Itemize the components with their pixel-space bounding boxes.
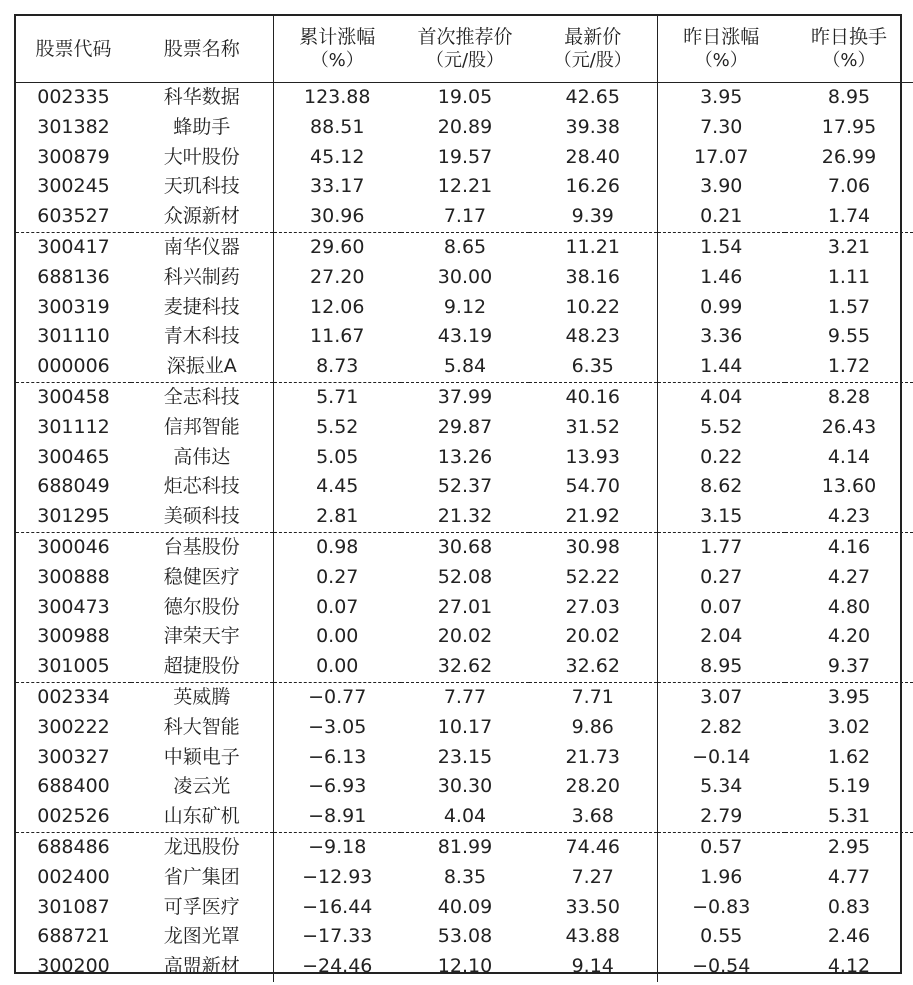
cell-stock-code: 002335	[37, 86, 110, 108]
cell-cumulative-gain: 8.73	[273, 352, 401, 382]
cell-cumulative-gain: 0.98	[273, 532, 401, 562]
cell-cumulative-gain: 29.60	[273, 232, 401, 262]
cell-yesterday-gain: −0.14	[657, 743, 785, 773]
table-row	[16, 263, 913, 293]
cell-yesterday-turnover: 4.77	[827, 865, 871, 888]
cell-first-recommend-price: 53.08	[437, 925, 493, 948]
cell-latest-price: 74.46	[565, 835, 620, 858]
cell-stock-code: 688136	[37, 265, 110, 288]
cell-stock-name: 超捷股份	[131, 652, 273, 682]
cell-stock-name: 台基股份	[163, 535, 240, 558]
cell-yesterday-turnover: 4.27	[827, 565, 871, 588]
cell-stock-name: 美硕科技	[131, 502, 273, 532]
cell-latest-price: 7.71	[571, 685, 614, 708]
cell-yesterday-gain: 5.34	[657, 772, 785, 802]
header-label: 首次推荐价	[417, 26, 513, 48]
table-row	[16, 443, 913, 473]
cell-cumulative-gain: 0.07	[273, 593, 401, 623]
table-row	[16, 382, 913, 412]
table-header	[16, 16, 913, 83]
cell-stock-code: 300245	[37, 175, 110, 198]
cell-first-recommend-price: 8.35	[443, 865, 487, 888]
cell-yesterday-gain: 1.77	[657, 532, 785, 562]
cell-yesterday-gain: 17.07	[657, 143, 785, 173]
cell-latest-price: 21.92	[529, 502, 657, 532]
cell-first-recommend-price: 37.99	[437, 385, 493, 408]
cell-yesterday-gain: 0.21	[657, 202, 785, 232]
cell-cumulative-gain: 45.12	[273, 143, 401, 173]
table-row	[16, 682, 913, 712]
header-row	[16, 16, 913, 83]
cell-latest-price: 6.35	[529, 352, 657, 382]
table-row	[16, 713, 913, 743]
cell-yesterday-gain: −0.83	[657, 893, 785, 923]
header-cumulative-gain	[273, 16, 401, 83]
cell-stock-name: 炬芯科技	[163, 475, 240, 498]
cell-cumulative-gain: −17.33	[273, 922, 401, 952]
header-yesterday-gain	[657, 16, 785, 83]
cell-yesterday-gain: 0.27	[657, 563, 785, 593]
cell-stock-code: 300888	[37, 565, 110, 588]
cell-latest-price: 16.26	[565, 175, 620, 198]
table-row	[16, 802, 913, 832]
cell-first-recommend-price: 19.57	[437, 145, 493, 168]
cell-yesterday-gain: 1.96	[657, 863, 785, 893]
cell-stock-code: 301005	[16, 652, 131, 682]
cell-yesterday-turnover: 9.55	[827, 325, 871, 348]
table-row	[16, 322, 913, 352]
table-row	[16, 502, 913, 532]
cell-cumulative-gain: 5.05	[273, 443, 401, 473]
cell-first-recommend-price: 7.17	[401, 202, 529, 232]
table-row	[16, 172, 913, 202]
cell-cumulative-gain: −12.93	[273, 863, 401, 893]
cell-yesterday-gain: −0.54	[657, 952, 785, 982]
cell-stock-name: 大叶股份	[163, 145, 240, 168]
cell-stock-name: 高盟新材	[163, 955, 240, 978]
cell-latest-price: 3.68	[529, 802, 657, 832]
cell-yesterday-turnover: 1.74	[785, 202, 913, 232]
cell-first-recommend-price: 12.21	[437, 175, 493, 198]
cell-stock-code: 688486	[37, 835, 110, 858]
cell-first-recommend-price: 13.26	[437, 445, 493, 468]
cell-stock-name: 龙迅股份	[163, 835, 240, 858]
cell-yesterday-gain: 4.04	[657, 382, 785, 412]
cell-yesterday-turnover: 4.16	[827, 535, 871, 558]
table-row	[16, 293, 913, 323]
header-label: 最新价	[564, 26, 622, 48]
table-row	[16, 113, 913, 143]
cell-yesterday-gain: 3.15	[657, 502, 785, 532]
cell-yesterday-gain: 2.82	[657, 713, 785, 743]
cell-first-recommend-price: 52.37	[437, 475, 493, 498]
header-stock-name	[131, 16, 273, 83]
cell-stock-code: 000006	[16, 352, 131, 382]
cell-yesterday-turnover: 7.06	[827, 175, 871, 198]
cell-first-recommend-price: 81.99	[437, 835, 493, 858]
cell-yesterday-gain: 3.95	[657, 83, 785, 113]
cell-yesterday-turnover: 1.72	[785, 352, 913, 382]
cell-stock-name: 青木科技	[163, 325, 240, 348]
cell-cumulative-gain: 5.52	[273, 413, 401, 443]
header-label: 昨日涨幅	[683, 26, 760, 48]
table-row	[16, 743, 913, 773]
cell-stock-name: 稳健医疗	[163, 565, 240, 588]
cell-yesterday-turnover: 4.23	[785, 502, 913, 532]
cell-yesterday-turnover: 13.60	[821, 475, 877, 498]
cell-first-recommend-price: 43.19	[437, 325, 493, 348]
cell-latest-price: 33.50	[565, 895, 620, 918]
table-row	[16, 563, 913, 593]
cell-latest-price: 38.16	[565, 265, 620, 288]
cell-first-recommend-price: 8.65	[443, 235, 487, 258]
cell-yesterday-gain: 0.57	[657, 832, 785, 862]
table-row	[16, 622, 913, 652]
cell-stock-code: 688400	[37, 775, 110, 798]
cell-yesterday-turnover: 3.95	[827, 685, 871, 708]
cell-latest-price: 28.20	[565, 775, 620, 798]
cell-stock-code: 300200	[37, 955, 110, 978]
cell-yesterday-gain: 0.22	[657, 443, 785, 473]
cell-latest-price: 48.23	[565, 325, 620, 348]
cell-latest-price: 27.03	[565, 595, 620, 618]
cell-yesterday-turnover: 4.14	[827, 445, 871, 468]
cell-first-recommend-price: 30.30	[437, 775, 493, 798]
cell-yesterday-turnover: 1.62	[827, 745, 871, 768]
cell-latest-price: 43.88	[565, 925, 620, 948]
cell-stock-name: 凌云光	[173, 775, 231, 798]
cell-latest-price: 32.62	[529, 652, 657, 682]
cell-stock-code: 300319	[37, 295, 110, 318]
cell-yesterday-turnover: 3.21	[827, 235, 871, 258]
cell-cumulative-gain: −0.77	[273, 682, 401, 712]
cell-stock-code: 300465	[37, 445, 110, 468]
cell-stock-name: 深振业A	[131, 352, 273, 382]
cell-yesterday-turnover: 2.95	[827, 835, 871, 858]
cell-cumulative-gain: 33.17	[273, 172, 401, 202]
table-row	[16, 652, 913, 682]
cell-latest-price: 31.52	[565, 415, 620, 438]
cell-yesterday-turnover: 5.19	[827, 775, 871, 798]
cell-latest-price: 39.38	[565, 115, 620, 138]
cell-latest-price: 13.93	[565, 445, 620, 468]
cell-stock-name: 省广集团	[163, 865, 240, 888]
cell-yesterday-gain: 8.62	[657, 472, 785, 502]
cell-yesterday-turnover: 4.80	[827, 595, 871, 618]
table-row	[16, 232, 913, 262]
cell-yesterday-gain: 1.44	[657, 352, 785, 382]
cell-stock-code: 301112	[37, 415, 110, 438]
stock-table	[16, 16, 913, 982]
cell-latest-price: 52.22	[565, 565, 620, 588]
cell-stock-name: 山东矿机	[131, 802, 273, 832]
cell-stock-name: 南华仪器	[163, 235, 240, 258]
cell-stock-name: 龙图光罩	[163, 925, 240, 948]
cell-latest-price: 9.86	[571, 715, 614, 738]
cell-yesterday-turnover: 26.43	[821, 415, 877, 438]
cell-stock-name: 天玑科技	[163, 175, 240, 198]
cell-yesterday-gain: 3.07	[657, 682, 785, 712]
table-row	[16, 863, 913, 893]
cell-cumulative-gain: 2.81	[273, 502, 401, 532]
header-label: 股票代码	[35, 38, 112, 60]
cell-stock-name: 津荣天宇	[163, 625, 240, 648]
cell-stock-name: 英威腾	[173, 685, 231, 708]
cell-stock-name: 科华数据	[163, 86, 240, 108]
cell-cumulative-gain: −8.91	[273, 802, 401, 832]
cell-stock-code: 603527	[16, 202, 131, 232]
cell-yesterday-turnover: 26.99	[821, 145, 877, 168]
cell-first-recommend-price: 29.87	[437, 415, 493, 438]
cell-stock-name: 众源新材	[131, 202, 273, 232]
cell-stock-code: 300988	[37, 625, 110, 648]
cell-first-recommend-price: 40.09	[437, 895, 493, 918]
cell-first-recommend-price: 20.89	[437, 115, 493, 138]
cell-latest-price: 40.16	[565, 385, 620, 408]
cell-stock-code: 002334	[37, 685, 110, 708]
cell-first-recommend-price: 30.68	[437, 535, 493, 558]
cell-latest-price: 20.02	[565, 625, 620, 648]
header-label: 股票名称	[163, 38, 240, 60]
cell-latest-price: 11.21	[565, 235, 620, 258]
cell-stock-code: 301382	[37, 115, 110, 138]
cell-cumulative-gain: −16.44	[273, 893, 401, 923]
cell-cumulative-gain: 27.20	[273, 263, 401, 293]
cell-yesterday-gain: 5.52	[657, 413, 785, 443]
table-row	[16, 593, 913, 623]
cell-first-recommend-price: 23.15	[437, 745, 493, 768]
cell-stock-code: 301087	[37, 895, 110, 918]
cell-first-recommend-price: 20.02	[437, 625, 493, 648]
cell-stock-code: 300879	[37, 145, 110, 168]
header-unit: （%）	[822, 50, 876, 71]
header-unit: （%）	[310, 50, 364, 71]
header-latest-price	[529, 16, 657, 83]
cell-stock-code: 301110	[37, 325, 110, 348]
cell-yesterday-turnover: 1.57	[827, 295, 871, 318]
cell-latest-price: 42.65	[565, 86, 620, 108]
cell-first-recommend-price: 5.84	[401, 352, 529, 382]
table-row	[16, 832, 913, 862]
cell-cumulative-gain: 12.06	[273, 293, 401, 323]
cell-stock-name: 全志科技	[163, 385, 240, 408]
header-first-recommend-price	[401, 16, 529, 83]
cell-latest-price: 10.22	[565, 295, 620, 318]
cell-yesterday-gain: 2.79	[657, 802, 785, 832]
cell-first-recommend-price: 7.77	[443, 685, 487, 708]
cell-cumulative-gain: 88.51	[273, 113, 401, 143]
cell-stock-code: 300327	[37, 745, 110, 768]
table-row	[16, 352, 913, 382]
cell-cumulative-gain: 0.27	[273, 563, 401, 593]
cell-cumulative-gain: 5.71	[273, 382, 401, 412]
cell-stock-code: 300222	[37, 715, 110, 738]
cell-latest-price: 9.39	[529, 202, 657, 232]
cell-stock-code: 300046	[37, 535, 110, 558]
cell-first-recommend-price: 52.08	[437, 565, 493, 588]
cell-yesterday-turnover: 0.83	[827, 895, 871, 918]
cell-cumulative-gain: 0.00	[273, 622, 401, 652]
cell-yesterday-turnover: 2.46	[827, 925, 871, 948]
cell-yesterday-turnover: 9.37	[785, 652, 913, 682]
table-row	[16, 532, 913, 562]
cell-latest-price: 30.98	[565, 535, 620, 558]
cell-stock-code: 002526	[16, 802, 131, 832]
cell-stock-name: 信邦智能	[163, 415, 240, 438]
cell-stock-name: 中颖电子	[163, 745, 240, 768]
cell-yesterday-gain: 0.55	[657, 922, 785, 952]
cell-latest-price: 21.73	[565, 745, 620, 768]
cell-latest-price: 9.14	[571, 955, 614, 978]
stock-recommendation-table-frame	[14, 14, 902, 978]
header-unit: （元/股）	[425, 50, 505, 71]
cell-yesterday-turnover: 8.28	[827, 385, 871, 408]
cell-latest-price: 54.70	[565, 475, 620, 498]
table-row	[16, 202, 913, 232]
table-row	[16, 952, 913, 982]
cell-first-recommend-price: 19.05	[437, 86, 493, 108]
table-row	[16, 143, 913, 173]
cell-first-recommend-price: 12.10	[437, 955, 493, 978]
cell-cumulative-gain: −6.93	[273, 772, 401, 802]
cell-yesterday-gain: 0.07	[657, 593, 785, 623]
cell-stock-code: 300458	[37, 385, 110, 408]
cell-first-recommend-price: 10.17	[437, 715, 493, 738]
cell-latest-price: 7.27	[571, 865, 614, 888]
header-label: 昨日换手	[810, 26, 887, 48]
cell-stock-code: 300417	[37, 235, 110, 258]
table-row	[16, 772, 913, 802]
cell-stock-code: 002400	[37, 865, 110, 888]
cell-yesterday-gain: 2.04	[657, 622, 785, 652]
cell-cumulative-gain: 11.67	[273, 322, 401, 352]
cell-yesterday-gain: 3.90	[657, 172, 785, 202]
header-unit: （%）	[694, 50, 748, 71]
cell-stock-code: 688049	[37, 475, 110, 498]
cell-cumulative-gain: 123.88	[273, 83, 401, 113]
cell-first-recommend-price: 21.32	[401, 502, 529, 532]
cell-first-recommend-price: 30.00	[437, 265, 493, 288]
cell-first-recommend-price: 27.01	[437, 595, 493, 618]
cell-cumulative-gain: 30.96	[273, 202, 401, 232]
cell-stock-code: 688721	[37, 925, 110, 948]
cell-stock-name: 蜂助手	[173, 115, 231, 138]
table-row	[16, 413, 913, 443]
cell-cumulative-gain: −24.46	[273, 952, 401, 982]
cell-cumulative-gain: −3.05	[273, 713, 401, 743]
cell-stock-name: 科大智能	[163, 715, 240, 738]
cell-cumulative-gain: 0.00	[273, 652, 401, 682]
table-row	[16, 83, 913, 113]
table-row	[16, 893, 913, 923]
cell-stock-name: 可孚医疗	[163, 895, 240, 918]
cell-yesterday-gain: 1.54	[657, 232, 785, 262]
cell-first-recommend-price: 32.62	[401, 652, 529, 682]
cell-stock-code: 300473	[37, 595, 110, 618]
cell-yesterday-turnover: 8.95	[827, 86, 871, 108]
cell-yesterday-turnover: 4.20	[827, 625, 871, 648]
cell-stock-code: 301295	[16, 502, 131, 532]
cell-first-recommend-price: 4.04	[401, 802, 529, 832]
header-stock-code	[16, 16, 131, 83]
table-body	[16, 83, 913, 982]
cell-yesterday-turnover: 1.11	[827, 265, 871, 288]
cell-yesterday-turnover: 17.95	[821, 115, 877, 138]
cell-stock-name: 科兴制药	[163, 265, 240, 288]
cell-stock-name: 高伟达	[173, 445, 231, 468]
cell-yesterday-gain: 1.46	[657, 263, 785, 293]
cell-cumulative-gain: −6.13	[273, 743, 401, 773]
cell-yesterday-gain: 0.99	[657, 293, 785, 323]
cell-yesterday-turnover: 4.12	[827, 955, 871, 978]
cell-stock-name: 麦捷科技	[163, 295, 240, 318]
table-row	[16, 922, 913, 952]
cell-yesterday-turnover: 5.31	[785, 802, 913, 832]
cell-stock-name: 德尔股份	[163, 595, 240, 618]
header-yesterday-turnover	[785, 16, 913, 83]
cell-yesterday-turnover: 3.02	[827, 715, 871, 738]
cell-cumulative-gain: 4.45	[273, 472, 401, 502]
cell-cumulative-gain: −9.18	[273, 832, 401, 862]
header-unit: （元/股）	[553, 50, 632, 71]
cell-latest-price: 28.40	[565, 145, 620, 168]
cell-yesterday-gain: 3.36	[657, 322, 785, 352]
cell-yesterday-gain: 8.95	[657, 652, 785, 682]
table-row	[16, 472, 913, 502]
cell-first-recommend-price: 9.12	[443, 295, 487, 318]
cell-yesterday-gain: 7.30	[657, 113, 785, 143]
header-label: 累计涨幅	[299, 26, 376, 48]
